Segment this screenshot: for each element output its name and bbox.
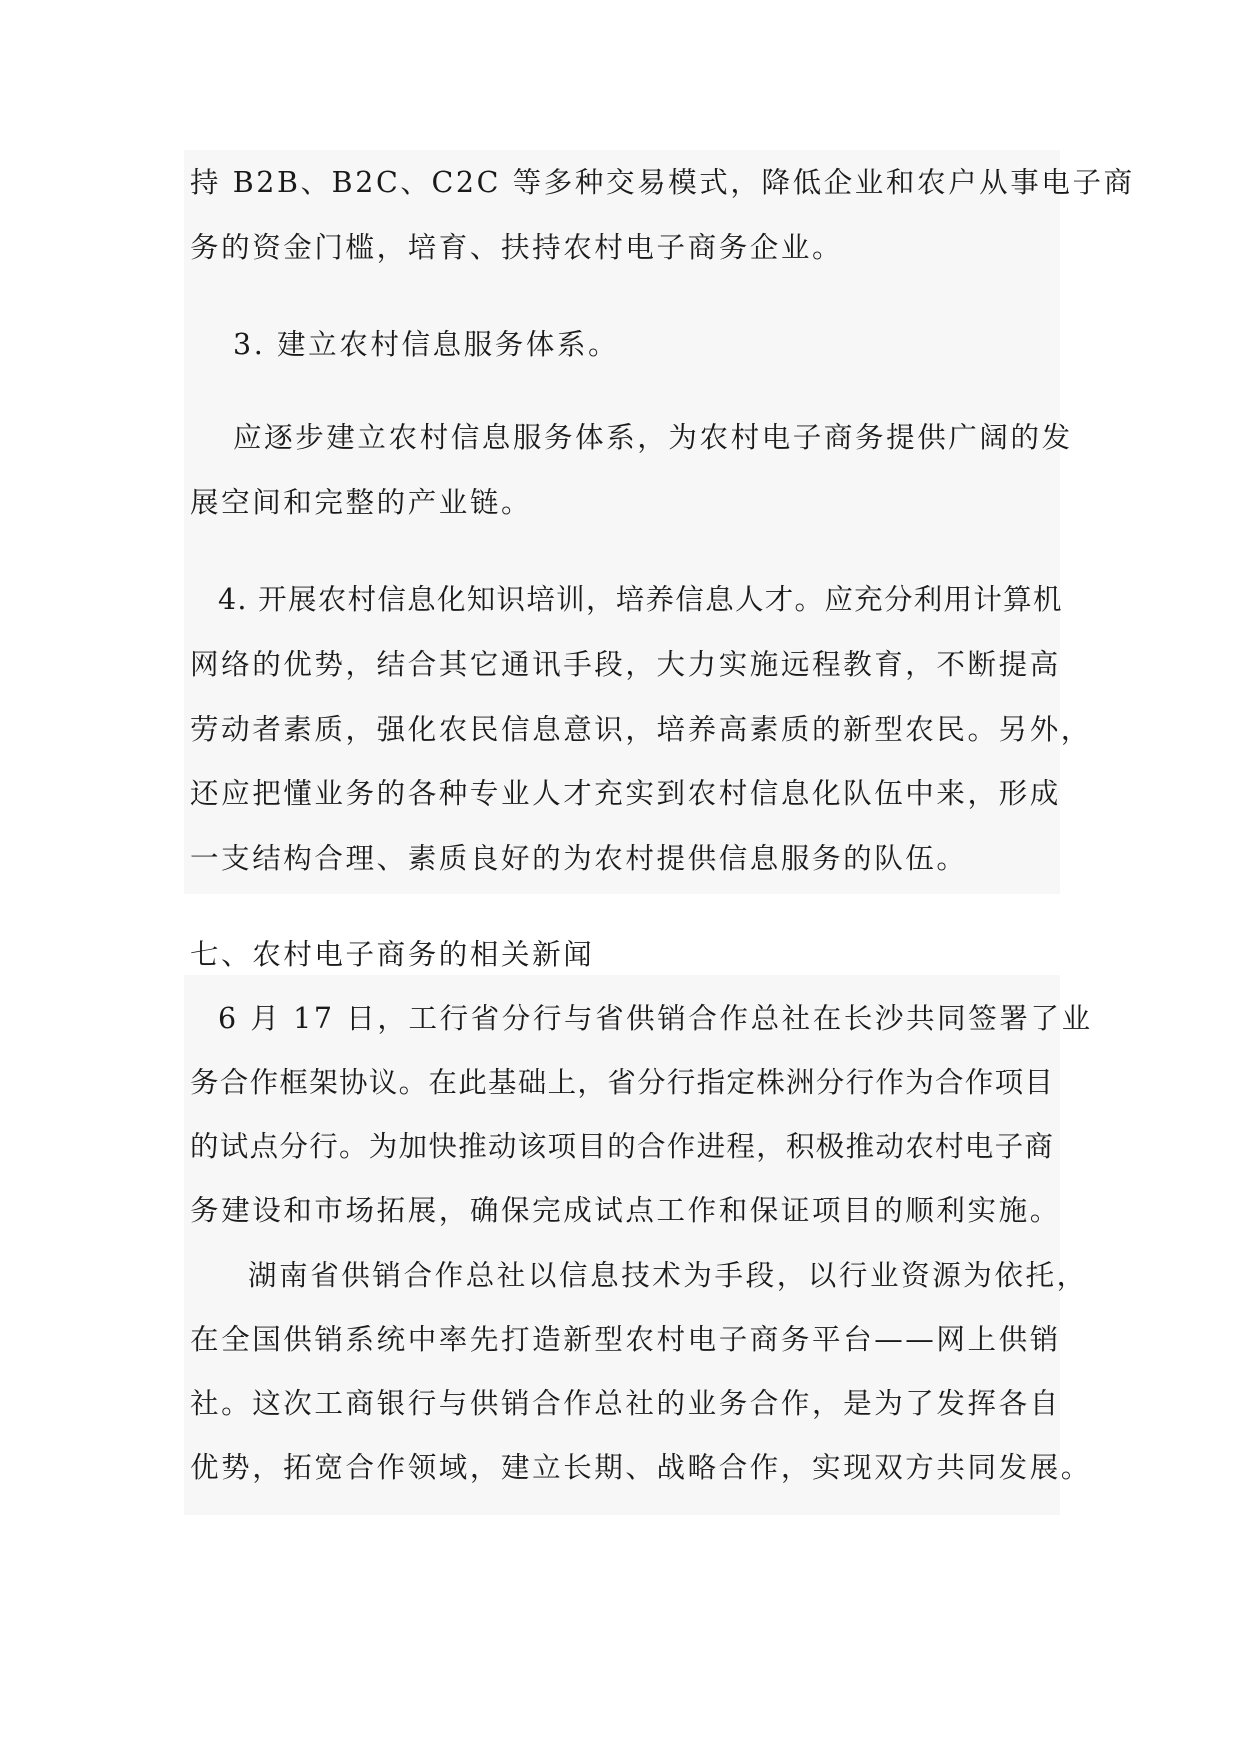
item4-line-5: 一支结构合理、素质良好的为农村提供信息服务的队伍。 — [190, 842, 968, 875]
news-para1-line-3: 的试点分行。为加快推动该项目的合作进程，积极推动农村电子商 — [190, 1130, 1055, 1163]
news-para2-line-4: 优势，拓宽合作领域，建立长期、战略合作，实现双方共同发展。 — [190, 1451, 1092, 1484]
section7-heading: 七、农村电子商务的相关新闻 — [190, 938, 595, 971]
item4-line-1: 4. 开展农村信息化知识培训，培养信息人才。应充分利用计算机 — [218, 583, 1063, 616]
news-para1-line-4: 务建设和市场拓展，确保完成试点工作和保证项目的顺利实施。 — [190, 1194, 1061, 1227]
item3-heading: 3. 建立农村信息服务体系。 — [233, 328, 620, 361]
shaded-block-2 — [184, 975, 1093, 1515]
item4-line-2: 网络的优势，结合其它通讯手段，大力实施远程教育，不断提高 — [190, 648, 1061, 681]
news-para2-line-1: 湖南省供销合作总社以信息技术为手段，以行业资源为依托， — [248, 1259, 1088, 1292]
block1-line-1: 持 B2B、B2C、C2C 等多种交易模式，降低企业和农户从事电子商 — [190, 166, 1135, 199]
item4-line-3: 劳动者素质，强化农民信息意识，培养高素质的新型农民。另外， — [190, 713, 1092, 746]
item3-line-2: 展空间和完整的产业链。 — [190, 486, 533, 519]
block1-line-2: 务的资金门槛，培育、扶持农村电子商务企业。 — [190, 231, 844, 264]
item3-line-1: 应逐步建立农村信息服务体系，为农村电子商务提供广阔的发 — [233, 421, 1073, 454]
news-para1-line-2: 务合作框架协议。在此基础上，省分行指定株洲分行作为合作项目 — [190, 1066, 1055, 1099]
news-para2-line-3: 社。这次工商银行与供销合作总社的业务合作，是为了发挥各自 — [190, 1387, 1061, 1420]
news-para2-line-2: 在全国供销系统中率先打造新型农村电子商务平台——网上供销 — [190, 1323, 1061, 1356]
item4-line-4: 还应把懂业务的各种专业人才充实到农村信息化队伍中来，形成 — [190, 777, 1061, 810]
news-para1-line-1: 6 月 17 日，工行省分行与省供销合作总社在长沙共同签署了业 — [218, 1002, 1093, 1035]
